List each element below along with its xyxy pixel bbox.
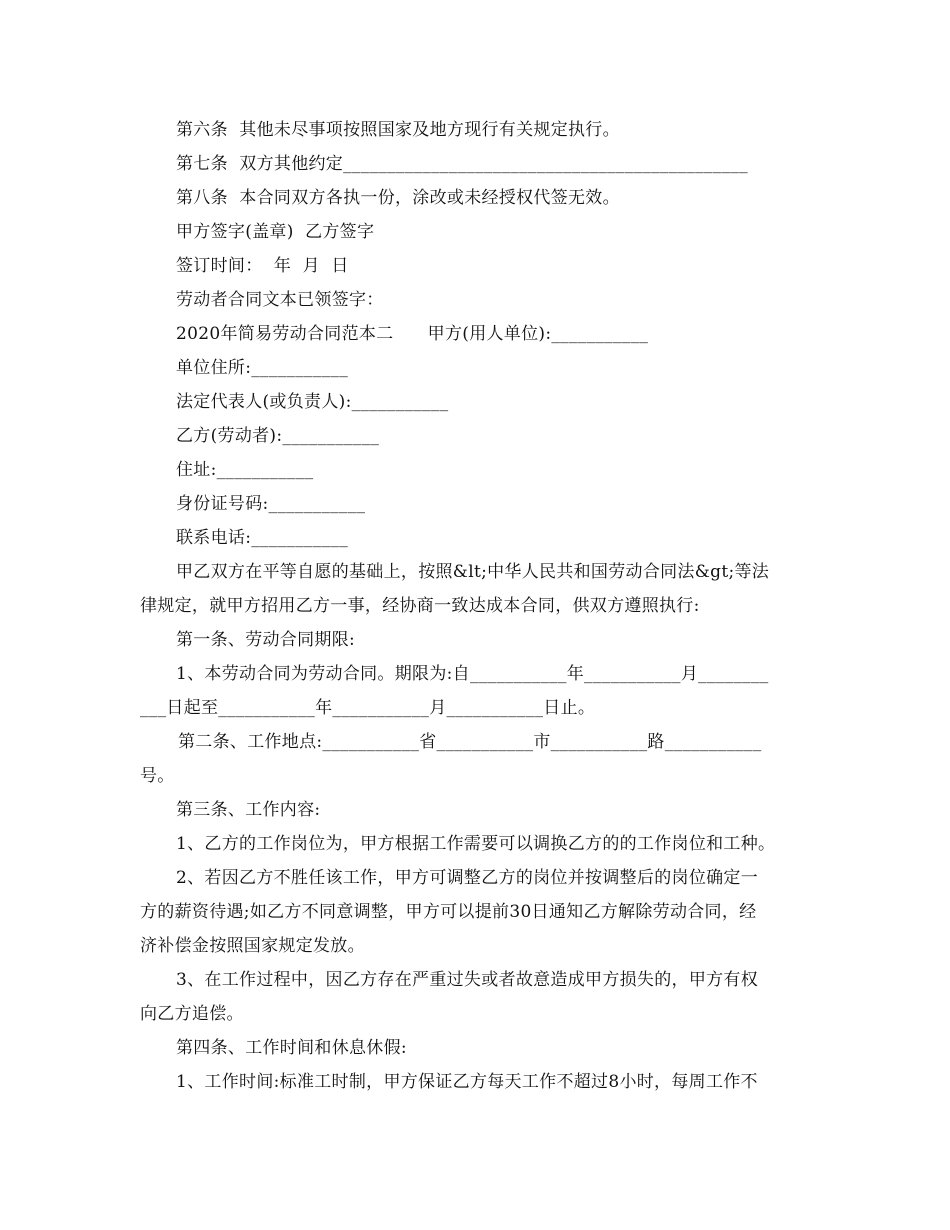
receipt-signature-line: 劳动者合同文本已领签字：: [176, 290, 384, 310]
phone-field: 联系电话:___________: [176, 528, 349, 548]
template-title-party-a: 2020年简易劳动合同范本二 甲方(用人单位):___________: [176, 324, 649, 344]
article-3-item-3-line-1: 3、在工作过程中，因乙方存在严重过失或者故意造成甲方损失的，甲方有权: [176, 970, 759, 990]
contract-term-line-2: ___日起至___________年___________月___________日止。: [140, 698, 596, 718]
article-2-line-1: 第二条、工作地点:___________省___________市___________路___________: [178, 732, 762, 752]
contract-term-line-1: 1、本劳动合同为劳动合同。期限为:自___________年___________月________: [176, 664, 769, 684]
company-address-field: 单位住所:___________: [176, 358, 349, 378]
article-3-item-2-line-1: 2、若因乙方不胜任该工作，甲方可调整乙方的岗位并按调整后的岗位确定一: [176, 868, 759, 888]
article-3-heading: 第三条、工作内容:: [176, 800, 321, 820]
party-b-field: 乙方(劳动者):___________: [176, 426, 380, 446]
article-3-item-2-line-2: 方的薪资待遇;如乙方不同意调整，甲方可以提前30日通知乙方解除劳动合同，经: [140, 902, 757, 922]
preamble-line-2: 律规定，就甲方招用乙方一事，经协商一致达成本合同，供双方遵照执行:: [140, 596, 700, 616]
article-3-item-2-line-3: 济补偿金按照国家规定发放。: [140, 936, 365, 956]
signing-date-line: 签订时间： 年 月 日: [176, 256, 349, 276]
address-field: 住址:___________: [176, 460, 314, 480]
article-6-text: 第六条 其他未尽事项按照国家及地方现行有关规定执行。: [176, 120, 620, 140]
article-7-text: 第七条 双方其他约定______________________________________________: [176, 154, 748, 174]
article-2-line-2: 号。: [140, 766, 175, 786]
article-4-heading: 第四条、工作时间和休息休假:: [176, 1038, 407, 1058]
article-3-item-3-line-2: 向乙方追偿。: [140, 1004, 244, 1024]
id-number-field: 身份证号码:___________: [176, 494, 366, 514]
preamble-line-1: 甲乙双方在平等自愿的基础上，按照&lt;中华人民共和国劳动合同法&gt;等法: [176, 562, 770, 582]
article-4-item-1: 1、工作时间:标准工时制，甲方保证乙方每天工作不超过8小时，每周工作不: [176, 1072, 758, 1092]
article-1-heading: 第一条、劳动合同期限:: [176, 630, 356, 650]
article-3-item-1: 1、乙方的工作岗位为，甲方根据工作需要可以调换乙方的的工作岗位和工种。: [176, 834, 776, 854]
signature-line: 甲方签字(盖章) 乙方签字: [176, 222, 375, 242]
legal-representative-field: 法定代表人(或负责人):___________: [176, 392, 449, 412]
article-8-text: 第八条 本合同双方各执一份，涂改或未经授权代签无效。: [176, 188, 620, 208]
